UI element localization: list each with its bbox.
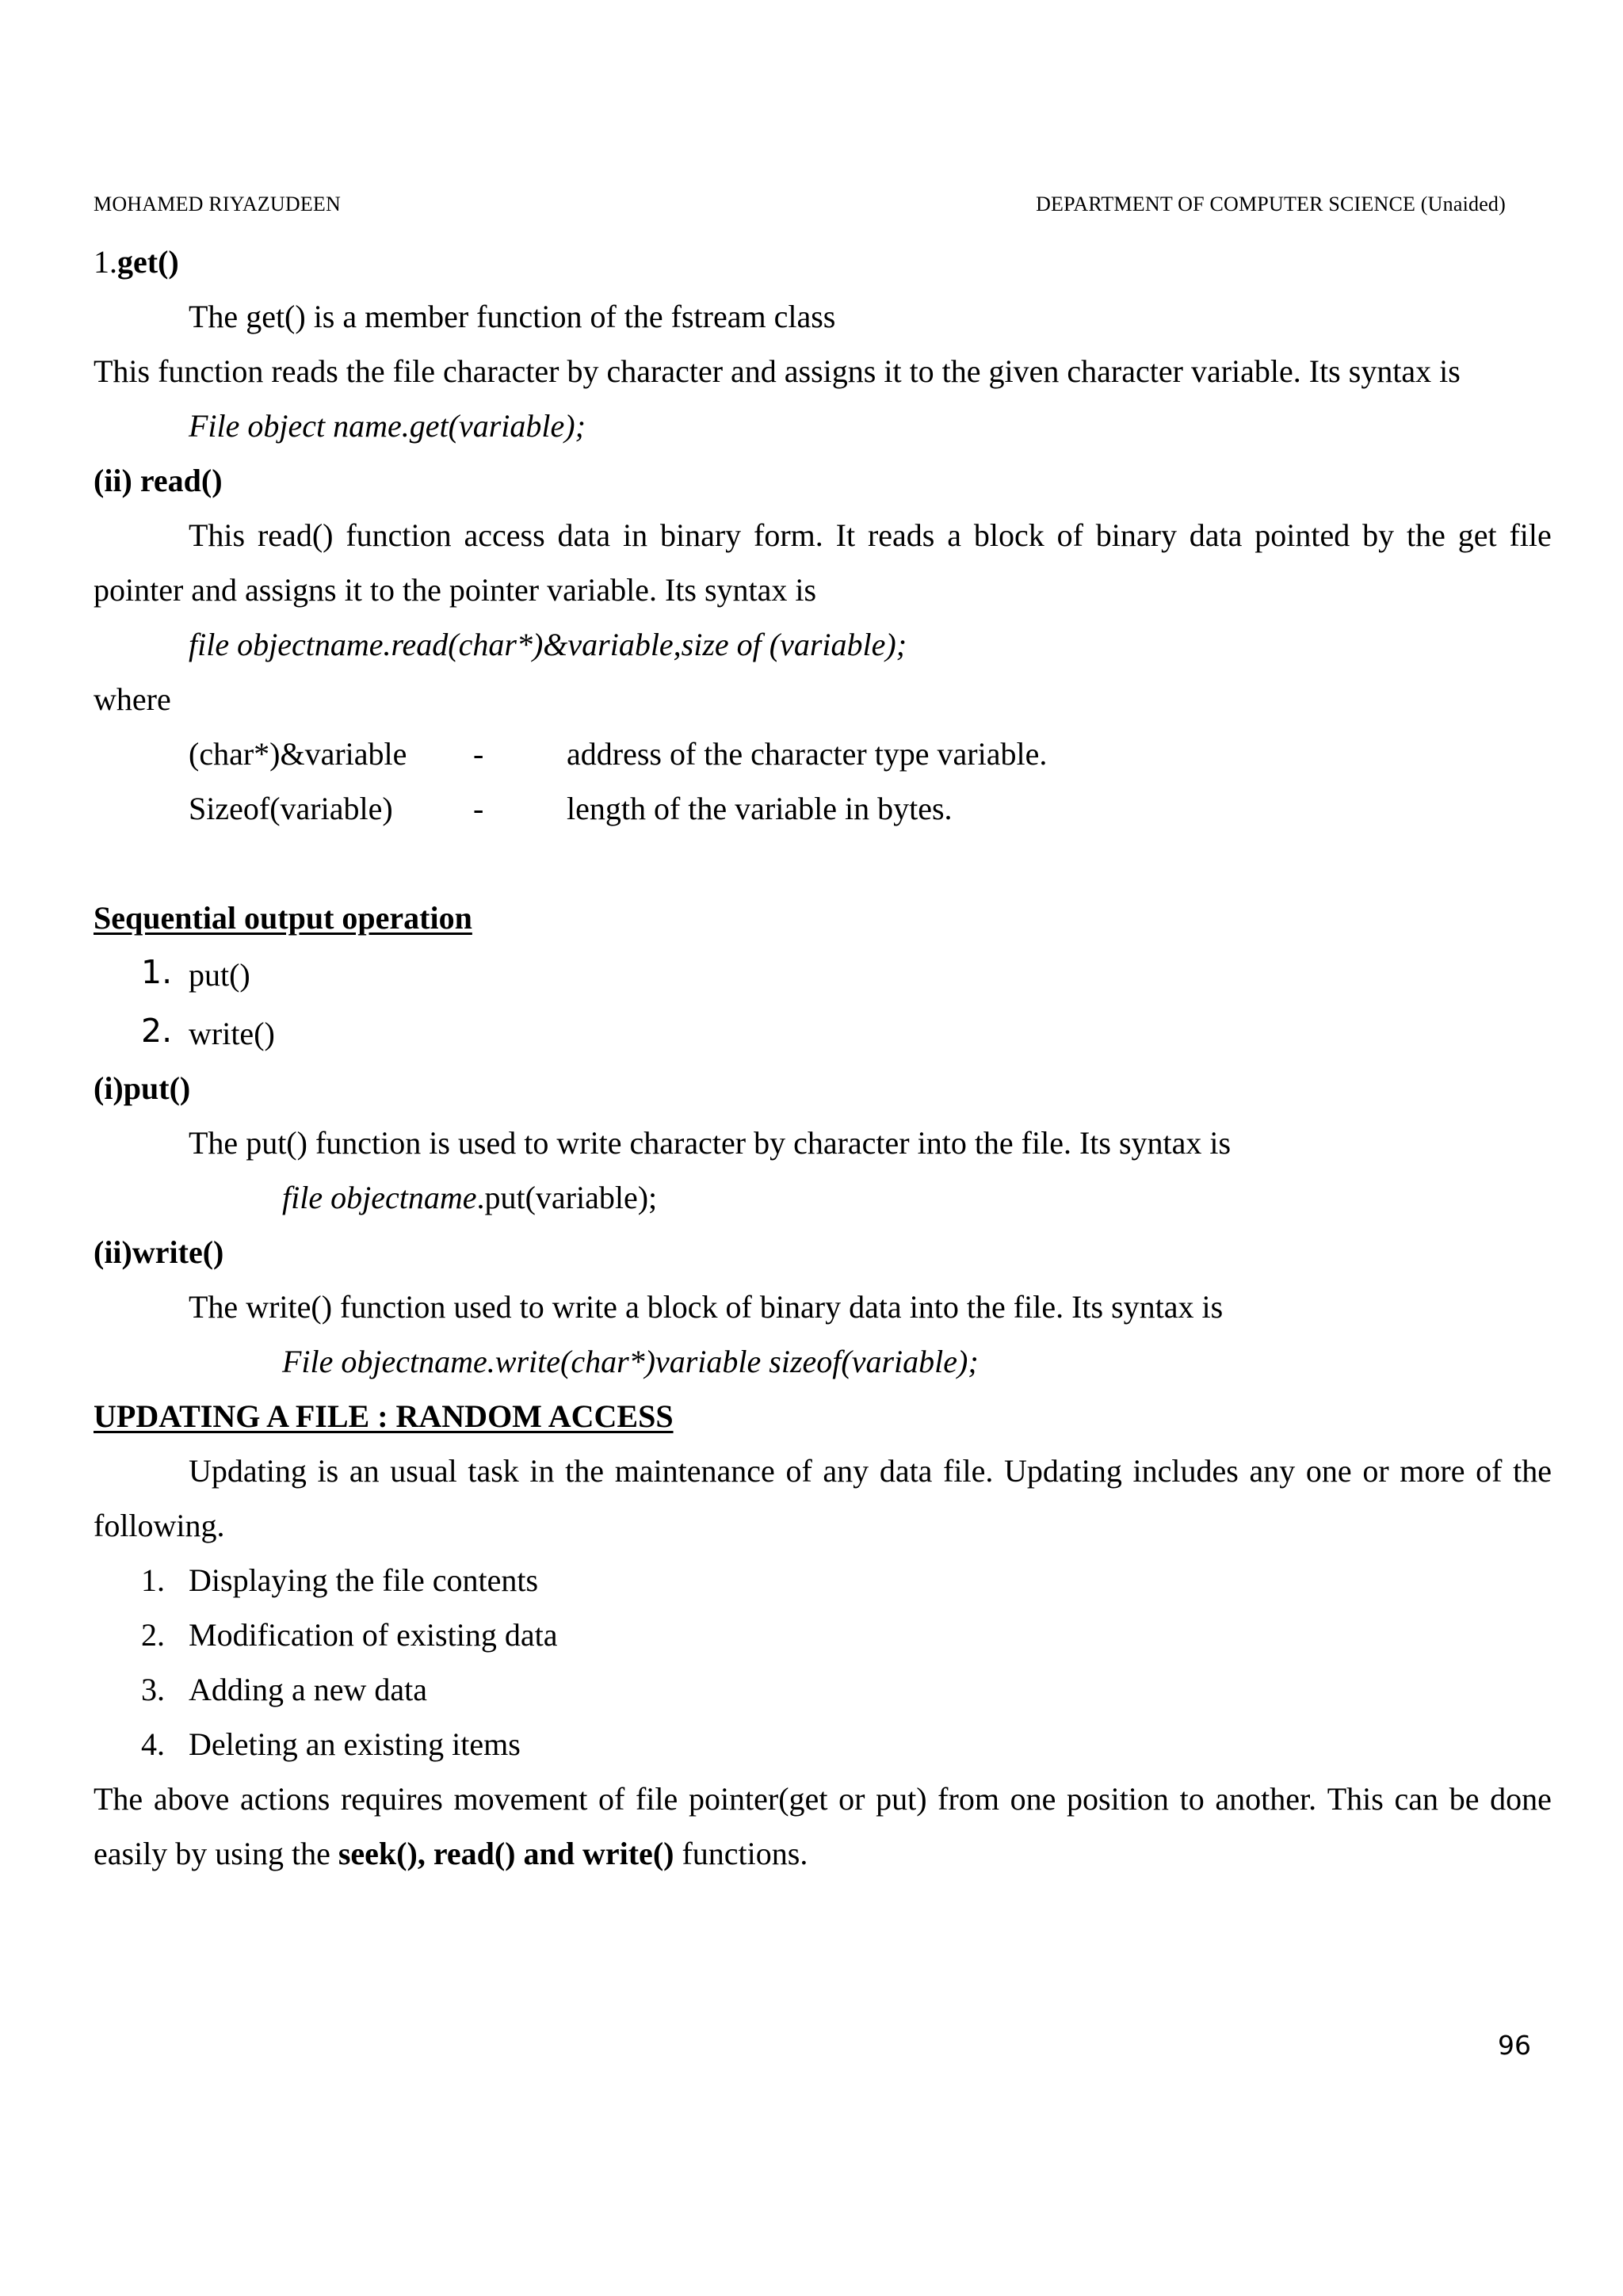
word: This	[1327, 1781, 1384, 1817]
word: another.	[1215, 1781, 1317, 1817]
word: the	[565, 1453, 605, 1489]
word: by	[1362, 517, 1395, 553]
get-heading-title: get()	[117, 244, 179, 280]
param-name: Sizeof(variable)	[189, 791, 393, 826]
list-item-number: 4.	[141, 1726, 165, 1762]
closing-text-post: functions.	[674, 1836, 808, 1871]
word: requires	[340, 1781, 443, 1817]
word: read()	[257, 517, 334, 553]
word: the	[1513, 1453, 1552, 1489]
updating-heading: UPDATING A FILE : RANDOM ACCESS	[94, 1398, 674, 1434]
write-heading: (ii)write()	[94, 1234, 224, 1270]
write-syntax: File objectname.write(char*)variable sizeof(variable);	[282, 1344, 979, 1379]
word: be	[1449, 1781, 1480, 1817]
closing-text-functions: seek(), read() and write()	[338, 1836, 674, 1871]
word: from	[938, 1781, 999, 1817]
word: reads	[867, 517, 935, 553]
list-item-number: 2.	[141, 1012, 173, 1050]
header-department: DEPARTMENT OF COMPUTER SCIENCE (Unaided)	[1036, 193, 1506, 215]
updating-paragraph-line2: following.	[94, 1508, 225, 1543]
word: a	[947, 517, 961, 553]
word: get	[1457, 517, 1497, 553]
list-item-number: 1.	[141, 1562, 165, 1598]
word: put)	[876, 1781, 927, 1817]
word: of	[785, 1453, 812, 1489]
word: usual	[390, 1453, 457, 1489]
word: This	[189, 517, 246, 553]
read-heading: (ii) read()	[94, 463, 223, 498]
where-label: where	[94, 681, 171, 717]
list-item: write()	[189, 1016, 275, 1051]
word: binary	[659, 517, 742, 553]
word: of	[598, 1781, 625, 1817]
word: position	[1067, 1781, 1169, 1817]
word: the	[1406, 517, 1445, 553]
word: task	[468, 1453, 519, 1489]
closing-text-pre: easily by using the	[94, 1836, 338, 1871]
word: function	[346, 517, 452, 553]
get-description-line1: The get() is a member function of the fstream class	[189, 299, 836, 334]
word: data	[1189, 517, 1243, 553]
read-paragraph-line1	[189, 517, 1552, 555]
sequential-output-heading: Sequential output operation	[94, 900, 472, 936]
word: done	[1490, 1781, 1552, 1817]
word: or	[838, 1781, 865, 1817]
word: pointer(get	[688, 1781, 828, 1817]
header-author: MOHAMED RIYAZUDEEN	[94, 193, 341, 215]
put-syntax-object: file objectname	[282, 1180, 477, 1215]
word: more	[1400, 1453, 1465, 1489]
list-item-number: 3.	[141, 1672, 165, 1707]
word: The	[94, 1781, 143, 1817]
updating-paragraph-line1	[189, 1452, 1552, 1490]
put-syntax	[282, 1179, 657, 1217]
put-description: The put() function is used to write character by character into the file. Its syntax is	[189, 1125, 1232, 1161]
param-dash: -	[473, 791, 484, 826]
get-heading-number: 1.	[94, 244, 117, 280]
word: any	[1249, 1453, 1296, 1489]
put-heading: (i)put()	[94, 1070, 191, 1106]
word: Updating	[189, 1453, 307, 1489]
param-description: address of the character type variable.	[567, 736, 1048, 772]
word: data	[557, 517, 611, 553]
closing-paragraph-line2	[94, 1835, 808, 1873]
word: is	[317, 1453, 339, 1489]
word: above	[153, 1781, 230, 1817]
list-item: Displaying the file contents	[189, 1562, 539, 1598]
param-description: length of the variable in bytes.	[567, 791, 953, 826]
word: file.	[943, 1453, 994, 1489]
word: form.	[754, 517, 823, 553]
get-heading	[94, 243, 179, 281]
word: binary	[1095, 517, 1177, 553]
word: maintenance	[614, 1453, 775, 1489]
word: one	[1305, 1453, 1352, 1489]
word: file	[1509, 517, 1552, 553]
word: an	[349, 1453, 380, 1489]
word: of	[1476, 1453, 1503, 1489]
word: Updating	[1004, 1453, 1122, 1489]
word: can	[1394, 1781, 1439, 1817]
word: file	[635, 1781, 678, 1817]
word: to	[1179, 1781, 1205, 1817]
list-item: put()	[189, 957, 250, 993]
word: any	[823, 1453, 869, 1489]
page-number: 96	[1498, 2030, 1531, 2061]
word: or	[1362, 1453, 1389, 1489]
get-syntax: File object name.get(variable);	[189, 408, 586, 444]
word: includes	[1132, 1453, 1239, 1489]
word: in	[622, 517, 648, 553]
param-dash: -	[473, 736, 484, 772]
word: block	[973, 517, 1044, 553]
word: actions	[240, 1781, 330, 1817]
list-item-number: 2.	[141, 1617, 165, 1653]
read-syntax: file objectname.read(char*)&variable,size of (variable);	[189, 627, 907, 662]
list-item: Deleting an existing items	[189, 1726, 521, 1762]
read-paragraph-line2: pointer and assigns it to the pointer variable. Its syntax is	[94, 572, 817, 608]
param-name: (char*)&variable	[189, 736, 407, 772]
put-syntax-call: .put(variable);	[476, 1180, 658, 1215]
list-item: Modification of existing data	[189, 1617, 558, 1653]
word: one	[1010, 1781, 1056, 1817]
word: pointed	[1254, 517, 1350, 553]
word: movement	[453, 1781, 588, 1817]
list-item: Adding a new data	[189, 1672, 428, 1707]
word: in	[529, 1453, 555, 1489]
list-item-number: 1.	[141, 953, 173, 991]
closing-paragraph-line1	[94, 1780, 1552, 1818]
get-description-line2: This function reads the file character by character and assigns it to the given character variable. Its syntax is	[94, 353, 1461, 389]
word: access	[464, 517, 545, 553]
word: It	[835, 517, 856, 553]
write-description: The write() function used to write a block of binary data into the file. Its syntax is	[189, 1289, 1224, 1325]
word: of	[1056, 517, 1083, 553]
word: data	[879, 1453, 933, 1489]
